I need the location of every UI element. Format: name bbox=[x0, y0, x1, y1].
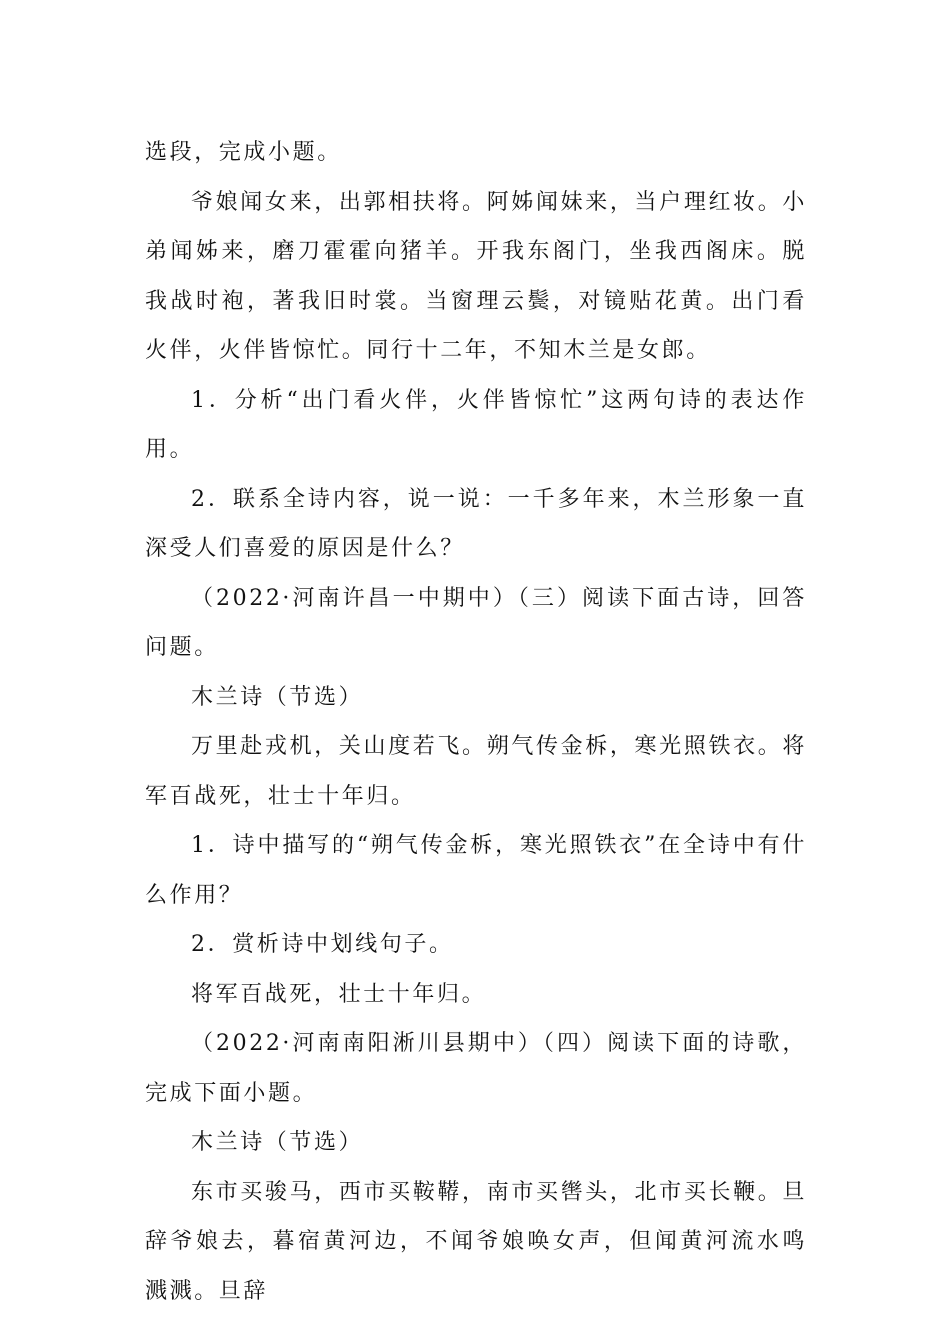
question-4: 2．赏析诗中划线句子。 bbox=[191, 932, 454, 957]
question-1: 1．分析“出门看火伴，火伴皆惊忙”这两句诗的表达作用。 bbox=[145, 387, 807, 462]
question-3: 1．诗中描写的“朔气传金柝，寒光照铁衣”在全诗中有什么作用？ bbox=[145, 833, 807, 908]
section-heading-4: （2022·河南南阳淅川县期中）（四）阅读下面的诗歌，完成下面小题。 bbox=[145, 1031, 807, 1106]
section-heading-3: （2022·河南许昌一中期中）（三）阅读下面古诗，回答问题。 bbox=[145, 585, 807, 660]
poem-title-1: 木兰诗（节选） bbox=[191, 684, 364, 710]
document-body bbox=[145, 128, 807, 1316]
poem-excerpt-3: 东市买骏马，西市买鞍鞯，南市买辔头，北市买长鞭。旦辞爷娘去，暮宿黄河边，不闻爷娘唤女声，但闻黄河流水鸣溅溅。旦辞 bbox=[145, 1179, 807, 1304]
poem-excerpt-1: 爷娘闻女来，出郭相扶将。阿姊闻妹来，当户理红妆。小弟闻姊来，磨刀霍霍向猪羊。开我东阁门，坐我西阁床。脱我战时袍，著我旧时裳。当窗理云鬓，对镜贴花黄。出门看火伴，火伴皆惊忙。同行十二年，不知木兰是女郎。 bbox=[145, 189, 807, 363]
poem-title-2: 木兰诗（节选） bbox=[191, 1130, 364, 1155]
instruction-text: 选段，完成小题。 bbox=[145, 140, 342, 165]
question-2: 2．联系全诗内容，说一说：一千多年来，木兰形象一直深受人们喜爱的原因是什么？ bbox=[145, 486, 807, 561]
underlined-line: 将军百战死，壮士十年归。 bbox=[191, 981, 487, 1007]
poem-excerpt-2: 万里赴戎机，关山度若飞。朔气传金柝，寒光照铁衣。将军百战死，壮士十年归。 bbox=[145, 734, 807, 809]
